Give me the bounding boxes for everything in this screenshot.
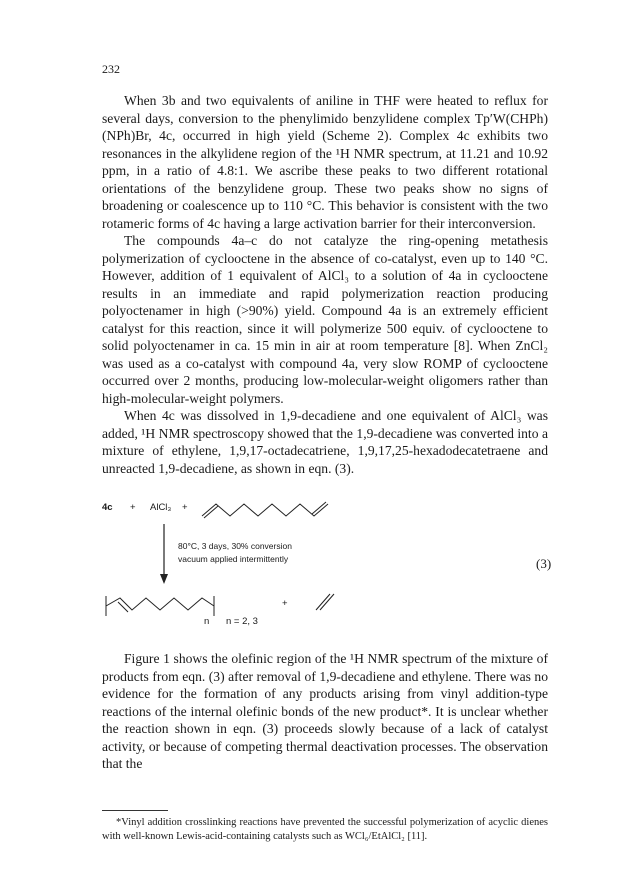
reactant-label: 4c — [102, 502, 113, 513]
reagent-label: AlCl₃ — [150, 502, 172, 513]
equation-number: (3) — [536, 556, 552, 571]
footnote: *Vinyl addition crosslinking reactions have prevented the successful polymerization of acyclic dienes with well-known Lewis-acid-containing catalysts such as WCl₆/EtAlCl₂ [11]. — [102, 817, 548, 842]
plus-sign: + — [130, 502, 136, 513]
paragraph: When 3b and two equivalents of aniline in THF were heated to reflux for several days, conversion to the phenylimido benzylidene complex Tp′W(CHPh)(NPh)Br, 4c, occurred in high yield (Scheme 2). Complex 4c exhibits two resonances in the alkylidene region of the ¹H NMR spectrum, at 11.21 and 10.92 ppm, in a ratio of 4.8:1. We ascribe these peaks to two different rotational orientations of the benzylidene group. These two peaks show no signs of broadening or coalescence up to 110 °C. This behavior is consistent with the two rotameric forms of 4c having a large activation barrier for their interconversion. — [102, 93, 548, 231]
footnote-rule — [102, 810, 168, 811]
ethylene-structure — [314, 590, 336, 612]
reaction-conditions — [178, 540, 292, 566]
decadiene-structure — [198, 494, 338, 522]
page-number: 232 — [102, 62, 120, 76]
reaction-scheme — [102, 494, 562, 642]
body-text — [102, 92, 548, 477]
reaction-arrow — [157, 524, 171, 586]
body-text-continued — [102, 650, 548, 773]
paragraph: The compounds 4a–c do not catalyze the ring-opening metathesis polymerization of cyclooctene in the absence of co-catalyst, even up to 140 °C. However, addition of 1 equivalent of AlCl₃ to a solution of 4a in cyclooctene results in an immediate and rapid polymerization reaction producing polyoctenamer in high (>90%) yield. Compound 4a is an extremely efficient catalyst for this reaction, since it will polymerize 500 equiv. of cyclooctene to solid polyoctenamer in ca. 15 min in air at room temperature [8]. When ZnCl₂ was used as a co-catalyst with compound 4a, very slow ROMP of cyclooctene occurred over 2 months, producing low-molecular-weight oligomers rather than high-molecular-weight polymers. — [102, 233, 548, 406]
plus-sign: + — [282, 598, 288, 609]
condition-line: 80°C, 3 days, 30% conversion — [178, 541, 292, 551]
condition-line: vacuum applied intermittently — [178, 554, 289, 564]
plus-sign: + — [182, 502, 188, 513]
n-values: n = 2, 3 — [226, 616, 258, 627]
paragraph: Figure 1 shows the olefinic region of the ¹H NMR spectrum of the mixture of products from eqn. (3) after removal of 1,9-decadiene and ethylene. There was no evidence for the formation of any products arising from vinyl addition-type reactions of the internal olefinic bonds of the new product*. It is unclear whether the reaction shown in eqn. (3) proceeds slowly because of a lack of catalyst activity, or because of competing thermal deactivation processes. The observation that the — [102, 651, 548, 771]
paragraph: When 4c was dissolved in 1,9-decadiene and one equivalent of AlCl₃ was added, ¹H NMR spectroscopy showed that the 1,9-decadiene was converted into a mixture of ethylene, 1,9,17-octadecatriene, 1,9,17,25-hexadodecatetraene and unreacted 1,9-decadiene, as shown in eqn. (3). — [102, 408, 548, 476]
repeat-subscript: n — [204, 616, 210, 627]
